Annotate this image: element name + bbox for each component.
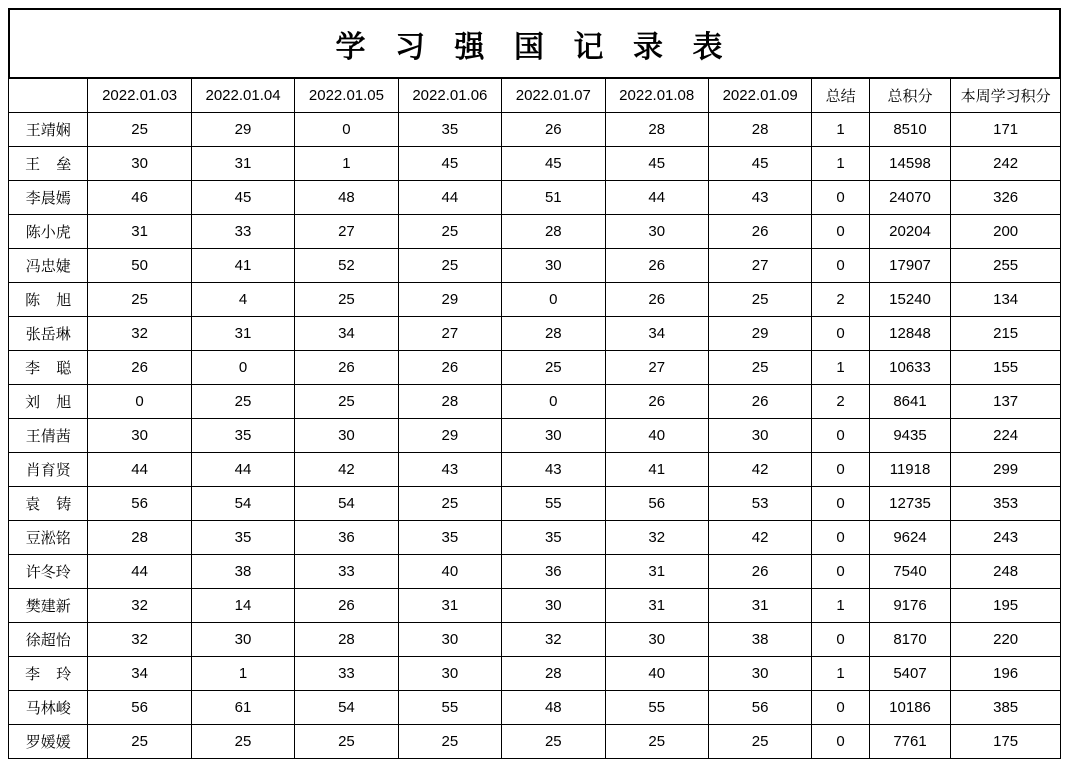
cell-student-name[interactable]: 陈小虎 xyxy=(9,215,88,249)
header-date-1: 2022.01.03 xyxy=(88,79,191,113)
table-row xyxy=(9,691,1061,725)
cell-total-points[interactable]: 9435 xyxy=(869,419,950,453)
cell-score[interactable]: 56 xyxy=(88,487,191,521)
table-row xyxy=(9,283,1061,317)
table-row xyxy=(9,351,1061,385)
cell-summary[interactable]: 0 xyxy=(812,521,869,555)
study-record-table xyxy=(8,78,1061,759)
cell-score[interactable]: 45 xyxy=(708,147,811,181)
cell-score[interactable]: 33 xyxy=(191,215,294,249)
cell-score[interactable]: 30 xyxy=(398,657,501,691)
cell-week-points[interactable]: 200 xyxy=(951,215,1061,249)
cell-week-points[interactable]: 215 xyxy=(951,317,1061,351)
cell-student-name[interactable]: 李 玲 xyxy=(9,657,88,691)
cell-summary[interactable]: 2 xyxy=(812,385,869,419)
cell-score[interactable]: 25 xyxy=(708,283,811,317)
table-row xyxy=(9,521,1061,555)
cell-score[interactable]: 26 xyxy=(295,351,398,385)
cell-student-name[interactable]: 罗媛媛 xyxy=(9,725,88,759)
cell-week-points[interactable]: 353 xyxy=(951,487,1061,521)
cell-score[interactable]: 35 xyxy=(502,521,605,555)
cell-summary[interactable]: 0 xyxy=(812,555,869,589)
cell-score[interactable]: 30 xyxy=(605,215,708,249)
cell-score[interactable]: 26 xyxy=(605,283,708,317)
cell-score[interactable]: 55 xyxy=(398,691,501,725)
cell-score[interactable]: 28 xyxy=(502,215,605,249)
cell-score[interactable]: 25 xyxy=(88,113,191,147)
cell-total-points[interactable]: 14598 xyxy=(869,147,950,181)
header-date-3: 2022.01.05 xyxy=(295,79,398,113)
table-row xyxy=(9,589,1061,623)
cell-week-points[interactable]: 171 xyxy=(951,113,1061,147)
cell-summary[interactable]: 0 xyxy=(812,725,869,759)
cell-week-points[interactable]: 175 xyxy=(951,725,1061,759)
cell-week-points[interactable]: 137 xyxy=(951,385,1061,419)
cell-score[interactable]: 50 xyxy=(88,249,191,283)
cell-score[interactable]: 40 xyxy=(605,657,708,691)
cell-summary[interactable]: 1 xyxy=(812,113,869,147)
cell-score[interactable]: 25 xyxy=(398,725,501,759)
cell-score[interactable]: 30 xyxy=(502,249,605,283)
table-row xyxy=(9,147,1061,181)
cell-summary[interactable]: 1 xyxy=(812,147,869,181)
cell-week-points[interactable]: 243 xyxy=(951,521,1061,555)
cell-total-points[interactable]: 8510 xyxy=(869,113,950,147)
cell-score[interactable]: 45 xyxy=(398,147,501,181)
cell-score[interactable]: 35 xyxy=(398,521,501,555)
cell-score[interactable]: 29 xyxy=(191,113,294,147)
cell-summary[interactable]: 0 xyxy=(812,317,869,351)
cell-score[interactable]: 38 xyxy=(191,555,294,589)
cell-total-points[interactable]: 10633 xyxy=(869,351,950,385)
cell-score[interactable]: 41 xyxy=(191,249,294,283)
cell-score[interactable]: 30 xyxy=(295,419,398,453)
cell-score[interactable]: 54 xyxy=(295,691,398,725)
header-date-7: 2022.01.09 xyxy=(708,79,811,113)
cell-score[interactable]: 31 xyxy=(605,555,708,589)
cell-summary[interactable]: 0 xyxy=(812,453,869,487)
cell-score[interactable]: 26 xyxy=(605,249,708,283)
cell-score[interactable]: 26 xyxy=(708,555,811,589)
table-row xyxy=(9,555,1061,589)
cell-total-points[interactable]: 17907 xyxy=(869,249,950,283)
cell-summary[interactable]: 1 xyxy=(812,589,869,623)
table-row xyxy=(9,181,1061,215)
cell-score[interactable]: 25 xyxy=(398,215,501,249)
header-week-points: 本周学习积分 xyxy=(951,79,1061,113)
header-date-5: 2022.01.07 xyxy=(502,79,605,113)
cell-score[interactable]: 44 xyxy=(191,453,294,487)
cell-student-name[interactable]: 樊建新 xyxy=(9,589,88,623)
cell-score[interactable]: 28 xyxy=(295,623,398,657)
cell-score[interactable]: 0 xyxy=(191,351,294,385)
cell-score[interactable]: 25 xyxy=(398,487,501,521)
table-row xyxy=(9,317,1061,351)
cell-score[interactable]: 32 xyxy=(88,317,191,351)
cell-score[interactable]: 54 xyxy=(295,487,398,521)
cell-score[interactable]: 48 xyxy=(502,691,605,725)
cell-score[interactable]: 38 xyxy=(708,623,811,657)
cell-score[interactable]: 1 xyxy=(295,147,398,181)
cell-score[interactable]: 25 xyxy=(88,283,191,317)
page-title: 学 习 强 国 记 录 表 xyxy=(335,30,734,64)
sheet-title-row xyxy=(8,8,1061,78)
cell-score[interactable]: 32 xyxy=(502,623,605,657)
header-summary: 总结 xyxy=(812,79,869,113)
cell-score[interactable]: 29 xyxy=(398,419,501,453)
cell-score[interactable]: 0 xyxy=(502,283,605,317)
cell-score[interactable]: 25 xyxy=(191,385,294,419)
cell-score[interactable]: 0 xyxy=(88,385,191,419)
cell-score[interactable]: 52 xyxy=(295,249,398,283)
cell-score[interactable]: 30 xyxy=(605,623,708,657)
cell-score[interactable]: 54 xyxy=(191,487,294,521)
cell-score[interactable]: 40 xyxy=(398,555,501,589)
cell-score[interactable]: 40 xyxy=(605,419,708,453)
table-row xyxy=(9,657,1061,691)
cell-summary[interactable]: 1 xyxy=(812,351,869,385)
cell-score[interactable]: 25 xyxy=(295,283,398,317)
cell-score[interactable]: 55 xyxy=(502,487,605,521)
cell-score[interactable]: 27 xyxy=(295,215,398,249)
cell-score[interactable]: 27 xyxy=(605,351,708,385)
cell-student-name[interactable]: 袁 铸 xyxy=(9,487,88,521)
spreadsheet-sheet xyxy=(0,8,1069,751)
cell-score[interactable]: 25 xyxy=(708,725,811,759)
header-date-2: 2022.01.04 xyxy=(191,79,294,113)
cell-student-name[interactable]: 李 聪 xyxy=(9,351,88,385)
cell-score[interactable]: 26 xyxy=(295,589,398,623)
cell-student-name[interactable]: 王靖娴 xyxy=(9,113,88,147)
header-name xyxy=(9,79,88,113)
cell-student-name[interactable]: 肖育贤 xyxy=(9,453,88,487)
cell-score[interactable]: 31 xyxy=(191,147,294,181)
cell-score[interactable]: 35 xyxy=(191,419,294,453)
cell-score[interactable]: 30 xyxy=(708,657,811,691)
cell-score[interactable]: 31 xyxy=(191,317,294,351)
cell-score[interactable]: 48 xyxy=(295,181,398,215)
cell-score[interactable]: 31 xyxy=(398,589,501,623)
cell-total-points[interactable]: 5407 xyxy=(869,657,950,691)
cell-week-points[interactable]: 224 xyxy=(951,419,1061,453)
cell-score[interactable]: 44 xyxy=(88,555,191,589)
cell-score[interactable]: 25 xyxy=(88,725,191,759)
cell-score[interactable]: 31 xyxy=(88,215,191,249)
table-row xyxy=(9,725,1061,759)
cell-score[interactable]: 31 xyxy=(708,589,811,623)
cell-student-name[interactable]: 豆淞铭 xyxy=(9,521,88,555)
cell-score[interactable]: 30 xyxy=(191,623,294,657)
cell-score[interactable]: 26 xyxy=(708,385,811,419)
cell-score[interactable]: 29 xyxy=(398,283,501,317)
cell-total-points[interactable]: 9624 xyxy=(869,521,950,555)
cell-student-name[interactable]: 徐超怡 xyxy=(9,623,88,657)
cell-score[interactable]: 0 xyxy=(295,113,398,147)
cell-score[interactable]: 56 xyxy=(88,691,191,725)
cell-total-points[interactable]: 7540 xyxy=(869,555,950,589)
cell-summary[interactable]: 0 xyxy=(812,181,869,215)
cell-summary[interactable]: 0 xyxy=(812,215,869,249)
table-header-row xyxy=(9,79,1061,113)
header-total: 总积分 xyxy=(869,79,950,113)
cell-score[interactable]: 30 xyxy=(88,419,191,453)
cell-week-points[interactable]: 242 xyxy=(951,147,1061,181)
cell-total-points[interactable]: 9176 xyxy=(869,589,950,623)
cell-student-name[interactable]: 李晨嫣 xyxy=(9,181,88,215)
cell-score[interactable]: 30 xyxy=(88,147,191,181)
cell-total-points[interactable]: 24070 xyxy=(869,181,950,215)
cell-score[interactable]: 26 xyxy=(398,351,501,385)
cell-score[interactable]: 28 xyxy=(605,113,708,147)
cell-student-name[interactable]: 张岳琳 xyxy=(9,317,88,351)
cell-score[interactable]: 33 xyxy=(295,555,398,589)
cell-student-name[interactable]: 刘 旭 xyxy=(9,385,88,419)
cell-score[interactable]: 25 xyxy=(502,351,605,385)
cell-score[interactable]: 28 xyxy=(502,317,605,351)
cell-total-points[interactable]: 8170 xyxy=(869,623,950,657)
cell-score[interactable]: 30 xyxy=(502,419,605,453)
cell-score[interactable]: 0 xyxy=(502,385,605,419)
cell-score[interactable]: 14 xyxy=(191,589,294,623)
cell-total-points[interactable]: 10186 xyxy=(869,691,950,725)
cell-total-points[interactable]: 12735 xyxy=(869,487,950,521)
table-row xyxy=(9,215,1061,249)
cell-week-points[interactable]: 385 xyxy=(951,691,1061,725)
cell-total-points[interactable]: 15240 xyxy=(869,283,950,317)
cell-score[interactable]: 35 xyxy=(398,113,501,147)
cell-score[interactable]: 45 xyxy=(605,147,708,181)
cell-score[interactable]: 25 xyxy=(398,249,501,283)
cell-score[interactable]: 30 xyxy=(398,623,501,657)
table-header xyxy=(9,79,1061,113)
cell-score[interactable]: 43 xyxy=(398,453,501,487)
cell-week-points[interactable]: 195 xyxy=(951,589,1061,623)
cell-score[interactable]: 46 xyxy=(88,181,191,215)
cell-week-points[interactable]: 155 xyxy=(951,351,1061,385)
cell-score[interactable]: 32 xyxy=(88,589,191,623)
cell-week-points[interactable]: 299 xyxy=(951,453,1061,487)
cell-student-name[interactable]: 冯忠婕 xyxy=(9,249,88,283)
header-date-6: 2022.01.08 xyxy=(605,79,708,113)
cell-score[interactable]: 32 xyxy=(605,521,708,555)
cell-score[interactable]: 55 xyxy=(605,691,708,725)
cell-score[interactable]: 25 xyxy=(295,385,398,419)
cell-score[interactable]: 29 xyxy=(708,317,811,351)
cell-total-points[interactable]: 8641 xyxy=(869,385,950,419)
cell-week-points[interactable]: 326 xyxy=(951,181,1061,215)
cell-score[interactable]: 33 xyxy=(295,657,398,691)
cell-week-points[interactable]: 196 xyxy=(951,657,1061,691)
cell-score[interactable]: 28 xyxy=(88,521,191,555)
table-row xyxy=(9,113,1061,147)
cell-total-points[interactable]: 20204 xyxy=(869,215,950,249)
cell-score[interactable]: 4 xyxy=(191,283,294,317)
cell-week-points[interactable]: 220 xyxy=(951,623,1061,657)
cell-score[interactable]: 43 xyxy=(502,453,605,487)
cell-student-name[interactable]: 王 垒 xyxy=(9,147,88,181)
table-row xyxy=(9,623,1061,657)
cell-score[interactable]: 26 xyxy=(708,215,811,249)
cell-summary[interactable]: 0 xyxy=(812,419,869,453)
table-row xyxy=(9,249,1061,283)
cell-score[interactable]: 28 xyxy=(502,657,605,691)
cell-total-points[interactable]: 11918 xyxy=(869,453,950,487)
cell-score[interactable]: 34 xyxy=(295,317,398,351)
cell-score[interactable]: 25 xyxy=(295,725,398,759)
cell-score[interactable]: 25 xyxy=(605,725,708,759)
cell-score[interactable]: 61 xyxy=(191,691,294,725)
cell-score[interactable]: 45 xyxy=(191,181,294,215)
table-row xyxy=(9,453,1061,487)
table-row xyxy=(9,487,1061,521)
cell-score[interactable]: 45 xyxy=(502,147,605,181)
cell-summary[interactable]: 0 xyxy=(812,249,869,283)
cell-score[interactable]: 56 xyxy=(708,691,811,725)
cell-score[interactable]: 36 xyxy=(295,521,398,555)
table-row xyxy=(9,419,1061,453)
cell-score[interactable]: 56 xyxy=(605,487,708,521)
cell-summary[interactable]: 0 xyxy=(812,691,869,725)
cell-score[interactable]: 1 xyxy=(191,657,294,691)
cell-total-points[interactable]: 7761 xyxy=(869,725,950,759)
cell-score[interactable]: 25 xyxy=(502,725,605,759)
cell-summary[interactable]: 2 xyxy=(812,283,869,317)
cell-score[interactable]: 28 xyxy=(398,385,501,419)
cell-score[interactable]: 42 xyxy=(708,521,811,555)
table-body xyxy=(9,113,1061,759)
cell-score[interactable]: 31 xyxy=(605,589,708,623)
cell-score[interactable]: 34 xyxy=(605,317,708,351)
cell-score[interactable]: 32 xyxy=(88,623,191,657)
cell-score[interactable]: 53 xyxy=(708,487,811,521)
cell-score[interactable]: 25 xyxy=(708,351,811,385)
cell-score[interactable]: 36 xyxy=(502,555,605,589)
cell-score[interactable]: 44 xyxy=(605,181,708,215)
cell-student-name[interactable]: 马林峻 xyxy=(9,691,88,725)
cell-summary[interactable]: 0 xyxy=(812,623,869,657)
cell-week-points[interactable]: 255 xyxy=(951,249,1061,283)
cell-score[interactable]: 28 xyxy=(708,113,811,147)
cell-score[interactable]: 27 xyxy=(398,317,501,351)
cell-summary[interactable]: 1 xyxy=(812,657,869,691)
cell-score[interactable]: 35 xyxy=(191,521,294,555)
cell-score[interactable]: 26 xyxy=(502,113,605,147)
cell-score[interactable]: 25 xyxy=(191,725,294,759)
cell-score[interactable]: 27 xyxy=(708,249,811,283)
cell-score[interactable]: 42 xyxy=(708,453,811,487)
cell-score[interactable]: 30 xyxy=(502,589,605,623)
cell-score[interactable]: 26 xyxy=(605,385,708,419)
cell-student-name[interactable]: 王倩茜 xyxy=(9,419,88,453)
cell-score[interactable]: 44 xyxy=(398,181,501,215)
cell-score[interactable]: 51 xyxy=(502,181,605,215)
cell-score[interactable]: 26 xyxy=(88,351,191,385)
cell-score[interactable]: 34 xyxy=(88,657,191,691)
cell-score[interactable]: 42 xyxy=(295,453,398,487)
cell-week-points[interactable]: 134 xyxy=(951,283,1061,317)
cell-student-name[interactable]: 许冬玲 xyxy=(9,555,88,589)
cell-score[interactable]: 41 xyxy=(605,453,708,487)
cell-score[interactable]: 43 xyxy=(708,181,811,215)
header-date-4: 2022.01.06 xyxy=(398,79,501,113)
cell-score[interactable]: 30 xyxy=(708,419,811,453)
cell-score[interactable]: 44 xyxy=(88,453,191,487)
cell-summary[interactable]: 0 xyxy=(812,487,869,521)
cell-student-name[interactable]: 陈 旭 xyxy=(9,283,88,317)
table-row xyxy=(9,385,1061,419)
cell-total-points[interactable]: 12848 xyxy=(869,317,950,351)
cell-week-points[interactable]: 248 xyxy=(951,555,1061,589)
